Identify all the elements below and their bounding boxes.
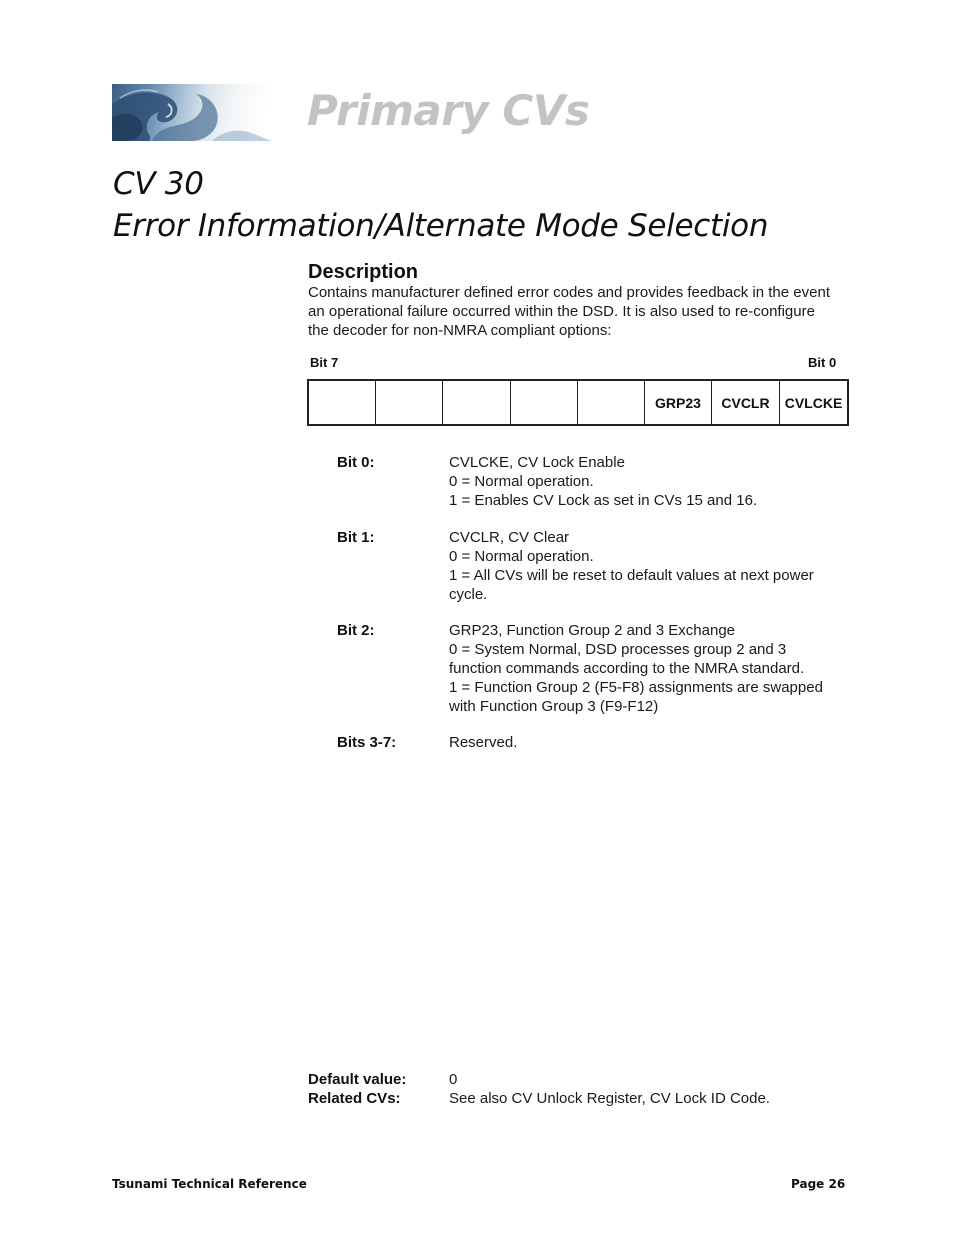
register-cell-bit0: CVLCKE	[780, 380, 849, 425]
register-cell-bit2: GRP23	[645, 380, 712, 425]
related-cvs-value: See also CV Unlock Register, CV Lock ID Code.	[449, 1090, 770, 1107]
description-text: Contains manufacturer defined error codes and provides feedback in the event an operational failure occurred within the DSD. It is also used to re-configure the decoder for non-NMRA compliant options:	[308, 284, 830, 339]
bit-line: Reserved.	[449, 734, 518, 751]
cv-title	[113, 163, 768, 247]
cv-number: CV 30	[113, 166, 204, 202]
bit-line: 1 = All CVs will be reset to default values at next power cycle.	[449, 567, 814, 603]
bit-line: 1 = Function Group 2 (F5-F8) assignments are swapped with Function Group 3 (F9-F12)	[449, 679, 823, 715]
register-bit-table	[307, 379, 849, 426]
register-cell-bit1: CVCLR	[712, 380, 780, 425]
section-title: Primary CVs	[307, 86, 590, 135]
footer-page-number: Page 26	[791, 1177, 846, 1191]
bit-line: 0 = System Normal, DSD processes group 2 and 3 function commands according to the NMRA standard.	[449, 641, 805, 677]
bit-line: 0 = Normal operation.	[449, 473, 594, 490]
footer-doc-title: Tsunami Technical Reference	[112, 1177, 307, 1191]
register-cell-bit7	[308, 380, 376, 425]
register-cell-bit4	[511, 380, 578, 425]
bit-line: 0 = Normal operation.	[449, 548, 594, 565]
bit-label: Bit 2:	[337, 622, 375, 639]
register-row	[308, 380, 848, 425]
register-cell-bit3	[578, 380, 645, 425]
bit-line: CVLCKE, CV Lock Enable	[449, 454, 625, 471]
wave-image-icon	[112, 84, 302, 141]
register-cell-bit5	[443, 380, 511, 425]
bit-low-label: Bit 0	[808, 355, 837, 370]
default-value: 0	[449, 1071, 458, 1088]
bit-high-label: Bit 7	[310, 355, 339, 370]
bit-line: CVCLR, CV Clear	[449, 529, 570, 546]
bit-label: Bit 0:	[337, 454, 375, 471]
register-cell-bit6	[376, 380, 443, 425]
cv-name: Error Information/Alternate Mode Selection	[113, 208, 769, 244]
bit-label: Bits 3-7:	[337, 734, 397, 751]
bit-label: Bit 1:	[337, 529, 375, 546]
bit-line: GRP23, Function Group 2 and 3 Exchange	[449, 622, 736, 639]
default-value-label: Default value:	[308, 1071, 407, 1088]
related-cvs-label: Related CVs:	[308, 1090, 401, 1107]
description-heading: Description	[308, 261, 419, 283]
bit-line: 1 = Enables CV Lock as set in CVs 15 and 16.	[449, 492, 758, 509]
